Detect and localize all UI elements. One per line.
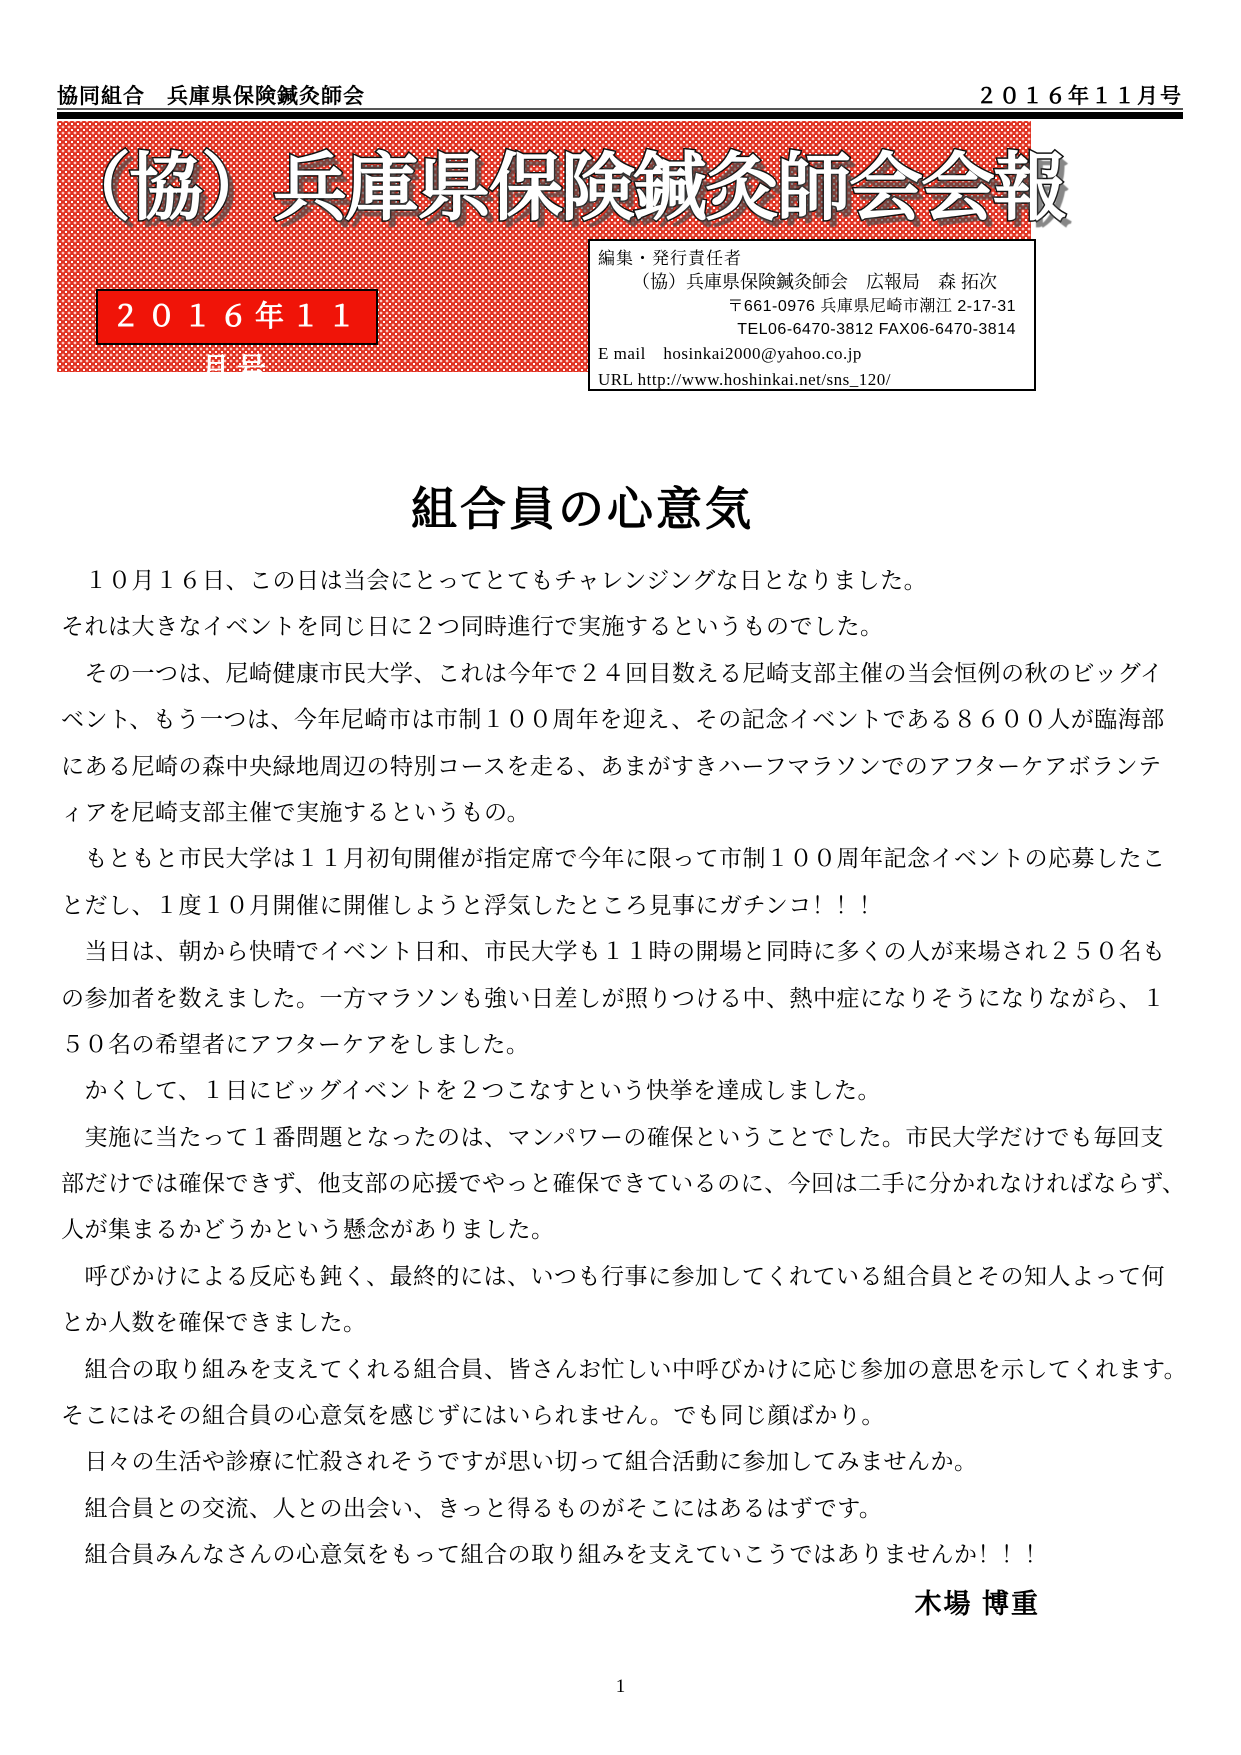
article-line: 部だけでは確保できず、他支部の応援でやっと確保できているのに、今回は二手に分かれなければならず、 <box>61 1170 1186 1197</box>
article-line: 実施に当たって１番問題となったのは、マンパワーの確保ということでした。市民大学だけでも毎回支 <box>61 1123 1164 1150</box>
publisher-role: 編集・発行責任者 <box>598 249 742 268</box>
article-line: とだし、１度１０月開催に開催しようと浮気したところ見事にガチンコ！！！ <box>61 891 883 918</box>
masthead-title: （協）兵庫県保険鍼灸師会会報 <box>57 146 1065 229</box>
article-body <box>61 557 1187 1578</box>
article-line: 組合員みんなさんの心意気をもって組合の取り組みを支えていこうではありませんか！！！ <box>61 1541 1048 1568</box>
author-signature: 木場 博重 <box>914 1589 1040 1619</box>
publisher-box <box>588 239 1036 391</box>
publisher-organization: （協）兵庫県保険鍼灸師会 広報局 森 拓次 <box>632 272 997 292</box>
article-line: ィアを尼崎支部主催で実施するというもの。 <box>61 798 531 825</box>
article-line: かくして、１日にビッグイベントを２つこなすという快挙を達成しました。 <box>61 1077 881 1104</box>
article-line: とか人数を確保できました。 <box>61 1309 367 1336</box>
header-issue-date: ２０１６年１１月号 <box>976 85 1183 108</box>
page-number: 1 <box>615 1676 626 1697</box>
article-line: にある尼崎の森中央緑地周辺の特別コースを走る、あまがすきハーフマラソンでのアフターケアボランテ <box>61 752 1162 779</box>
article-line: その一つは、尼崎健康市民大学、これは今年で２４回目数える尼崎支部主催の当会恒例の秋のビッグイ <box>61 659 1164 686</box>
article-line: もともと市民大学は１１月初旬開催が指定席で今年に限って市制１００周年記念イベントの応募したこ <box>61 845 1166 872</box>
article-line: それは大きなイベントを同じ日に２つ同時進行で実施するというものでした。 <box>61 613 884 640</box>
article-line: 人が集まるかどうかという懸念がありました。 <box>61 1216 555 1243</box>
article-line: の参加者を数えました。一方マラソンも強い日差しが照りつける中、熱中症になりそうになりながら、１ <box>61 984 1166 1011</box>
header-rule <box>57 108 1183 119</box>
page-header <box>57 80 1183 106</box>
publisher-url: URL http://www.hoshinkai.net/sns_120/ <box>598 370 892 389</box>
article-line: 組合の取り組みを支えてくれる組合員、皆さんお忙しい中呼びかけに応じ参加の意思を示してくれます。 <box>61 1355 1188 1382</box>
publisher-tel-fax: TEL06-6470-3812 FAX06-6470-3814 <box>737 321 1016 338</box>
header-rule-thick <box>57 112 1183 119</box>
article-line: ５０名の希望者にアフターケアをしました。 <box>61 1030 530 1057</box>
publisher-email: E mail hosinkai2000@yahoo.co.jp <box>598 344 862 363</box>
article-line: 日々の生活や診療に忙殺されそうですが思い切って組合活動に参加してみませんか。 <box>61 1448 978 1475</box>
article-line: そこにはその組合員の心意気を感じずにはいられません。でも同じ顔ばかり。 <box>61 1402 885 1429</box>
article-line: ベント、もう一つは、今年尼崎市は市制１００周年を迎え、その記念イベントである８６００人が臨海部 <box>61 706 1165 733</box>
issue-badge: ２０１６年１１月号 <box>96 289 378 345</box>
article-line: １０月１６日、この日は当会にとってとてもチャレンジングな日となりました。 <box>61 567 928 593</box>
article-title: 組合員の心意気 <box>411 483 754 535</box>
article-line: 当日は、朝から快晴でイベント日和、市民大学も１１時の開場と同時に多くの人が来場され２５０名も <box>61 938 1166 965</box>
article-line: 組合員との交流、人との出会い、きっと得るものがそこにはあるはずです。 <box>61 1494 883 1521</box>
publisher-address: 〒661-0976 兵庫県尼崎市潮江 2-17-31 <box>727 298 1016 315</box>
header-rule-thin <box>57 108 1183 110</box>
article-line: 呼びかけによる反応も鈍く、最終的には、いつも行事に参加してくれている組合員とその知人よって何 <box>61 1262 1166 1289</box>
header-organization: 協同組合 兵庫県保険鍼灸師会 <box>57 80 365 114</box>
